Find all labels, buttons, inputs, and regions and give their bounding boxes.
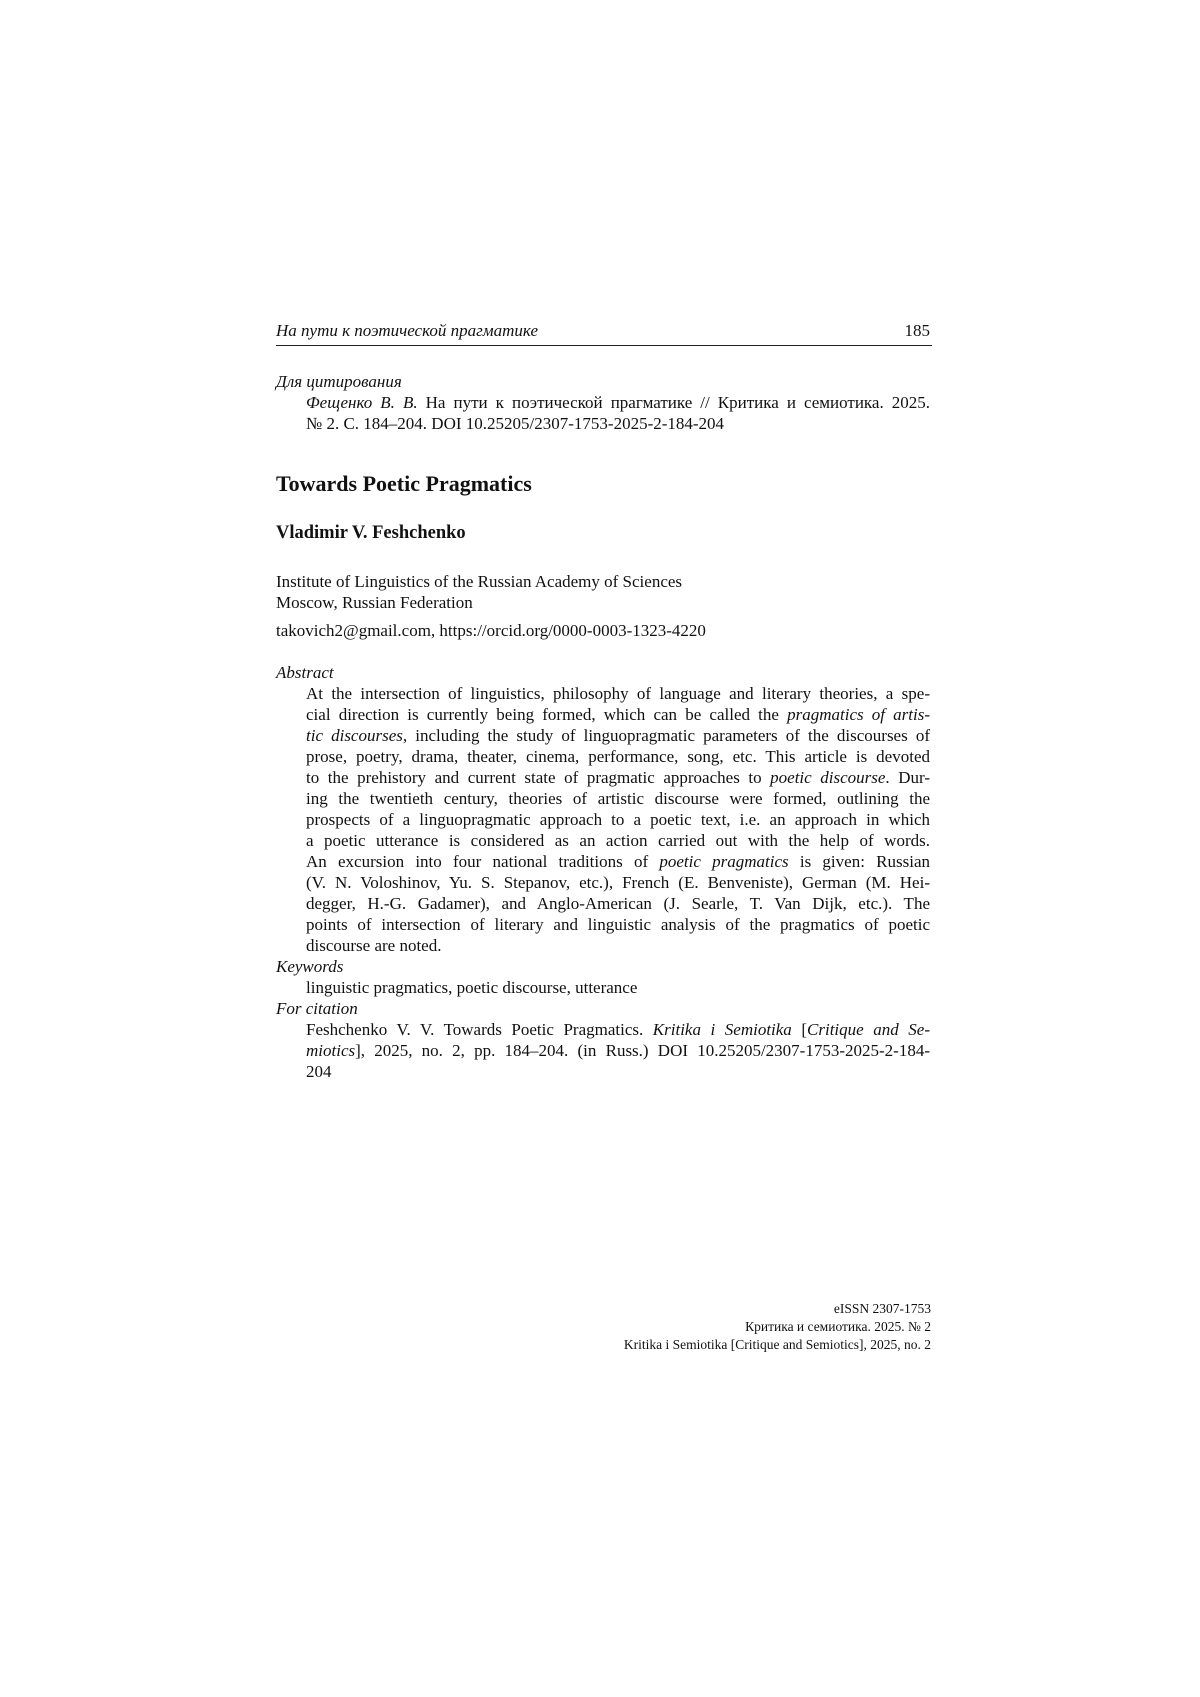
- running-head: [276, 321, 932, 346]
- footer-journal-ru: Критика и семиотика. 2025. № 2: [745, 1318, 931, 1335]
- abstract-label: Abstract: [276, 662, 334, 683]
- footer-journal-en: Kritika i Semiotika [Critique and Semiotics], 2025, no. 2: [624, 1336, 931, 1353]
- citation-ru-line-1: Фещенко В. В. На пути к поэтической прагматике // Критика и семиотика. 2025.: [306, 392, 930, 413]
- for-citation-line-3: 204: [306, 1061, 930, 1082]
- abstract-line: prospects of a linguopragmatic approach to a poetic text, i.e. an approach in which: [306, 809, 930, 830]
- author-name: Vladimir V. Feshchenko: [276, 523, 466, 544]
- journal-page: [0, 0, 1200, 1697]
- citation-ru-author: Фещенко В. В.: [306, 393, 418, 412]
- abstract-line: a poetic utterance is considered as an action carried out with the help of words.: [306, 830, 930, 851]
- for-citation-line-1: Feshchenko V. V. Towards Poetic Pragmatics. Kritika i Semiotika [Critique and Se-: [306, 1019, 930, 1040]
- abstract-line: An excursion into four national traditions of poetic pragmatics is given: Russian: [306, 851, 930, 872]
- citation-ru-label: Для цитирования: [276, 371, 402, 392]
- abstract-line: to the prehistory and current state of pragmatic approaches to poetic discourse. Dur-: [306, 767, 930, 788]
- abstract-line: points of intersection of literary and linguistic analysis of the pragmatics of poetic: [306, 914, 930, 935]
- abstract-line: discourse are noted.: [306, 935, 930, 956]
- footer-issn: eISSN 2307-1753: [834, 1300, 931, 1317]
- abstract-line: (V. N. Voloshinov, Yu. S. Stepanov, etc.), French (E. Benveniste), German (M. Hei-: [306, 872, 930, 893]
- running-head-title: На пути к поэтической прагматике: [276, 321, 538, 341]
- abstract-line: At the intersection of linguistics, philosophy of language and literary theories, a spe-: [306, 683, 930, 704]
- for-citation-label: For citation: [276, 998, 358, 1019]
- for-citation-line-2: miotics], 2025, no. 2, pp. 184–204. (in Russ.) DOI 10.25205/2307-1753-2025-2-184-: [306, 1040, 930, 1061]
- author-contacts: takovich2@gmail.com, https://orcid.org/0000-0003-1323-4220: [276, 620, 706, 641]
- article-title: Towards Poetic Pragmatics: [276, 471, 532, 497]
- abstract-line: ing the twentieth century, theories of artistic discourse were formed, outlining the: [306, 788, 930, 809]
- page-number: 185: [905, 321, 931, 341]
- keywords-text: linguistic pragmatics, poetic discourse, utterance: [306, 977, 930, 998]
- citation-ru-line-2: № 2. С. 184–204. DOI 10.25205/2307-1753-2025-2-184-204: [306, 413, 930, 434]
- affiliation-line-1: Institute of Linguistics of the Russian Academy of Sciences: [276, 571, 682, 592]
- abstract-line: prose, poetry, drama, theater, cinema, performance, song, etc. This article is devoted: [306, 746, 930, 767]
- affiliation-line-2: Moscow, Russian Federation: [276, 592, 473, 613]
- abstract-line: tic discourses, including the study of linguopragmatic parameters of the discourses of: [306, 725, 930, 746]
- keywords-label: Keywords: [276, 956, 343, 977]
- abstract-line: cial direction is currently being formed, which can be called the pragmatics of artis-: [306, 704, 930, 725]
- abstract-line: degger, H.-G. Gadamer), and Anglo-American (J. Searle, T. Van Dijk, etc.). The: [306, 893, 930, 914]
